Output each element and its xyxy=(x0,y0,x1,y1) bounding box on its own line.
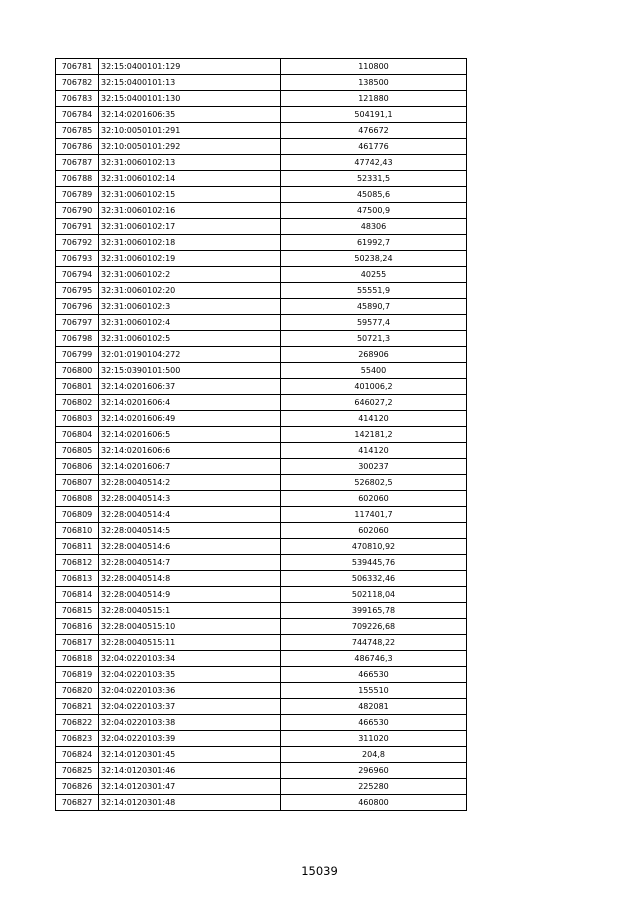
row-number-cell: 706786 xyxy=(56,139,99,155)
cadastral-number-cell: 32:04:0220103:34 xyxy=(99,651,281,667)
table-row xyxy=(56,283,467,299)
table-row xyxy=(56,395,467,411)
table-row xyxy=(56,379,467,395)
cadastral-number-cell: 32:31:0060102:5 xyxy=(99,331,281,347)
value-cell: 45085,6 xyxy=(281,187,467,203)
cadastral-number-cell: 32:31:0060102:4 xyxy=(99,315,281,331)
value-cell: 414120 xyxy=(281,443,467,459)
row-number-cell: 706819 xyxy=(56,667,99,683)
cadastral-number-cell: 32:31:0060102:20 xyxy=(99,283,281,299)
value-cell: 47500,9 xyxy=(281,203,467,219)
table-row xyxy=(56,651,467,667)
value-cell: 50238,24 xyxy=(281,251,467,267)
row-number-cell: 706810 xyxy=(56,523,99,539)
row-number-cell: 706824 xyxy=(56,747,99,763)
value-cell: 526802,5 xyxy=(281,475,467,491)
cadastral-number-cell: 32:14:0201606:4 xyxy=(99,395,281,411)
value-cell: 476672 xyxy=(281,123,467,139)
row-number-cell: 706789 xyxy=(56,187,99,203)
table-row xyxy=(56,91,467,107)
row-number-cell: 706783 xyxy=(56,91,99,107)
value-cell: 50721,3 xyxy=(281,331,467,347)
table-row xyxy=(56,59,467,75)
table-row xyxy=(56,523,467,539)
cadastral-number-cell: 32:28:0040515:1 xyxy=(99,603,281,619)
value-cell: 110800 xyxy=(281,59,467,75)
cadastral-number-cell: 32:28:0040514:4 xyxy=(99,507,281,523)
table-row xyxy=(56,747,467,763)
table-body xyxy=(56,59,467,811)
value-cell: 55400 xyxy=(281,363,467,379)
value-cell: 45890,7 xyxy=(281,299,467,315)
row-number-cell: 706802 xyxy=(56,395,99,411)
value-cell: 268906 xyxy=(281,347,467,363)
value-cell: 461776 xyxy=(281,139,467,155)
value-cell: 744748,22 xyxy=(281,635,467,651)
row-number-cell: 706803 xyxy=(56,411,99,427)
value-cell: 138500 xyxy=(281,75,467,91)
cadastral-number-cell: 32:10:0050101:292 xyxy=(99,139,281,155)
value-cell: 48306 xyxy=(281,219,467,235)
table-row xyxy=(56,315,467,331)
cadastral-number-cell: 32:04:0220103:36 xyxy=(99,683,281,699)
cadastral-number-cell: 32:28:0040514:5 xyxy=(99,523,281,539)
row-number-cell: 706814 xyxy=(56,587,99,603)
row-number-cell: 706815 xyxy=(56,603,99,619)
table-row xyxy=(56,235,467,251)
value-cell: 602060 xyxy=(281,491,467,507)
row-number-cell: 706791 xyxy=(56,219,99,235)
table-row xyxy=(56,331,467,347)
value-cell: 59577,4 xyxy=(281,315,467,331)
cadastral-number-cell: 32:31:0060102:18 xyxy=(99,235,281,251)
table-row xyxy=(56,139,467,155)
row-number-cell: 706813 xyxy=(56,571,99,587)
value-cell: 117401,7 xyxy=(281,507,467,523)
row-number-cell: 706805 xyxy=(56,443,99,459)
value-cell: 204,8 xyxy=(281,747,467,763)
row-number-cell: 706794 xyxy=(56,267,99,283)
value-cell: 311020 xyxy=(281,731,467,747)
value-cell: 225280 xyxy=(281,779,467,795)
row-number-cell: 706790 xyxy=(56,203,99,219)
value-cell: 61992,7 xyxy=(281,235,467,251)
row-number-cell: 706823 xyxy=(56,731,99,747)
row-number-cell: 706782 xyxy=(56,75,99,91)
cadastral-number-cell: 32:14:0201606:7 xyxy=(99,459,281,475)
cadastral-number-cell: 32:14:0201606:49 xyxy=(99,411,281,427)
cadastral-number-cell: 32:31:0060102:17 xyxy=(99,219,281,235)
row-number-cell: 706821 xyxy=(56,699,99,715)
table-row xyxy=(56,683,467,699)
value-cell: 296960 xyxy=(281,763,467,779)
table-row xyxy=(56,603,467,619)
value-cell: 504191,1 xyxy=(281,107,467,123)
row-number-cell: 706825 xyxy=(56,763,99,779)
row-number-cell: 706818 xyxy=(56,651,99,667)
cadastral-number-cell: 32:04:0220103:38 xyxy=(99,715,281,731)
row-number-cell: 706781 xyxy=(56,59,99,75)
cadastral-value-table xyxy=(55,58,467,811)
value-cell: 155510 xyxy=(281,683,467,699)
row-number-cell: 706816 xyxy=(56,619,99,635)
cadastral-number-cell: 32:28:0040514:7 xyxy=(99,555,281,571)
table-row xyxy=(56,763,467,779)
page-number: 15039 xyxy=(301,864,338,878)
table-row xyxy=(56,267,467,283)
cadastral-number-cell: 32:31:0060102:3 xyxy=(99,299,281,315)
cadastral-number-cell: 32:28:0040514:6 xyxy=(99,539,281,555)
value-cell: 300237 xyxy=(281,459,467,475)
row-number-cell: 706795 xyxy=(56,283,99,299)
cadastral-number-cell: 32:31:0060102:15 xyxy=(99,187,281,203)
row-number-cell: 706800 xyxy=(56,363,99,379)
table-row xyxy=(56,635,467,651)
table-row xyxy=(56,155,467,171)
row-number-cell: 706796 xyxy=(56,299,99,315)
table-row xyxy=(56,731,467,747)
value-cell: 506332,46 xyxy=(281,571,467,587)
table-row xyxy=(56,251,467,267)
value-cell: 646027,2 xyxy=(281,395,467,411)
row-number-cell: 706826 xyxy=(56,779,99,795)
cadastral-number-cell: 32:14:0201606:37 xyxy=(99,379,281,395)
table-row xyxy=(56,475,467,491)
value-cell: 55551,9 xyxy=(281,283,467,299)
table-row xyxy=(56,347,467,363)
cadastral-number-cell: 32:28:0040515:10 xyxy=(99,619,281,635)
cadastral-number-cell: 32:28:0040515:11 xyxy=(99,635,281,651)
cadastral-number-cell: 32:28:0040514:3 xyxy=(99,491,281,507)
row-number-cell: 706799 xyxy=(56,347,99,363)
cadastral-number-cell: 32:14:0201606:35 xyxy=(99,107,281,123)
row-number-cell: 706788 xyxy=(56,171,99,187)
cadastral-number-cell: 32:04:0220103:37 xyxy=(99,699,281,715)
table-row xyxy=(56,779,467,795)
table-row xyxy=(56,555,467,571)
row-number-cell: 706807 xyxy=(56,475,99,491)
table-row xyxy=(56,187,467,203)
value-cell: 466530 xyxy=(281,667,467,683)
row-number-cell: 706809 xyxy=(56,507,99,523)
table-row xyxy=(56,299,467,315)
cadastral-number-cell: 32:04:0220103:39 xyxy=(99,731,281,747)
table-row xyxy=(56,75,467,91)
table-row xyxy=(56,571,467,587)
table-row xyxy=(56,587,467,603)
cadastral-number-cell: 32:31:0060102:13 xyxy=(99,155,281,171)
row-number-cell: 706822 xyxy=(56,715,99,731)
cadastral-number-cell: 32:28:0040514:9 xyxy=(99,587,281,603)
table-row xyxy=(56,619,467,635)
cadastral-number-cell: 32:15:0400101:13 xyxy=(99,75,281,91)
cadastral-number-cell: 32:14:0201606:6 xyxy=(99,443,281,459)
table-row xyxy=(56,427,467,443)
value-cell: 40255 xyxy=(281,267,467,283)
cadastral-number-cell: 32:15:0400101:129 xyxy=(99,59,281,75)
cadastral-number-cell: 32:14:0201606:5 xyxy=(99,427,281,443)
cadastral-number-cell: 32:15:0400101:130 xyxy=(99,91,281,107)
cadastral-number-cell: 32:15:0390101:500 xyxy=(99,363,281,379)
value-cell: 460800 xyxy=(281,795,467,811)
row-number-cell: 706784 xyxy=(56,107,99,123)
row-number-cell: 706808 xyxy=(56,491,99,507)
table-row xyxy=(56,443,467,459)
value-cell: 486746,3 xyxy=(281,651,467,667)
row-number-cell: 706817 xyxy=(56,635,99,651)
cadastral-number-cell: 32:04:0220103:35 xyxy=(99,667,281,683)
value-cell: 121880 xyxy=(281,91,467,107)
cadastral-number-cell: 32:31:0060102:19 xyxy=(99,251,281,267)
value-cell: 142181,2 xyxy=(281,427,467,443)
row-number-cell: 706827 xyxy=(56,795,99,811)
cadastral-number-cell: 32:28:0040514:8 xyxy=(99,571,281,587)
cadastral-number-cell: 32:14:0120301:48 xyxy=(99,795,281,811)
row-number-cell: 706792 xyxy=(56,235,99,251)
table-row xyxy=(56,491,467,507)
row-number-cell: 706804 xyxy=(56,427,99,443)
value-cell: 401006,2 xyxy=(281,379,467,395)
value-cell: 709226,68 xyxy=(281,619,467,635)
table-row xyxy=(56,699,467,715)
value-cell: 47742,43 xyxy=(281,155,467,171)
cadastral-number-cell: 32:31:0060102:14 xyxy=(99,171,281,187)
table-row xyxy=(56,219,467,235)
value-cell: 470810,92 xyxy=(281,539,467,555)
row-number-cell: 706797 xyxy=(56,315,99,331)
table-row xyxy=(56,507,467,523)
table-row xyxy=(56,539,467,555)
table-row xyxy=(56,795,467,811)
value-cell: 52331,5 xyxy=(281,171,467,187)
row-number-cell: 706811 xyxy=(56,539,99,555)
cadastral-number-cell: 32:14:0120301:45 xyxy=(99,747,281,763)
value-cell: 502118,04 xyxy=(281,587,467,603)
row-number-cell: 706812 xyxy=(56,555,99,571)
cadastral-number-cell: 32:01:0190104:272 xyxy=(99,347,281,363)
value-cell: 414120 xyxy=(281,411,467,427)
cadastral-number-cell: 32:31:0060102:16 xyxy=(99,203,281,219)
value-cell: 466530 xyxy=(281,715,467,731)
table-row xyxy=(56,667,467,683)
cadastral-number-cell: 32:31:0060102:2 xyxy=(99,267,281,283)
row-number-cell: 706793 xyxy=(56,251,99,267)
row-number-cell: 706798 xyxy=(56,331,99,347)
table-row xyxy=(56,411,467,427)
table-row xyxy=(56,459,467,475)
table-row xyxy=(56,203,467,219)
row-number-cell: 706787 xyxy=(56,155,99,171)
row-number-cell: 706801 xyxy=(56,379,99,395)
cadastral-number-cell: 32:10:0050101:291 xyxy=(99,123,281,139)
value-cell: 399165,78 xyxy=(281,603,467,619)
table-row xyxy=(56,715,467,731)
table-row xyxy=(56,107,467,123)
value-cell: 482081 xyxy=(281,699,467,715)
table-row xyxy=(56,363,467,379)
table-row xyxy=(56,171,467,187)
row-number-cell: 706820 xyxy=(56,683,99,699)
row-number-cell: 706806 xyxy=(56,459,99,475)
cadastral-number-cell: 32:14:0120301:46 xyxy=(99,763,281,779)
cadastral-number-cell: 32:28:0040514:2 xyxy=(99,475,281,491)
table-row xyxy=(56,123,467,139)
cadastral-number-cell: 32:14:0120301:47 xyxy=(99,779,281,795)
value-cell: 539445,76 xyxy=(281,555,467,571)
value-cell: 602060 xyxy=(281,523,467,539)
row-number-cell: 706785 xyxy=(56,123,99,139)
